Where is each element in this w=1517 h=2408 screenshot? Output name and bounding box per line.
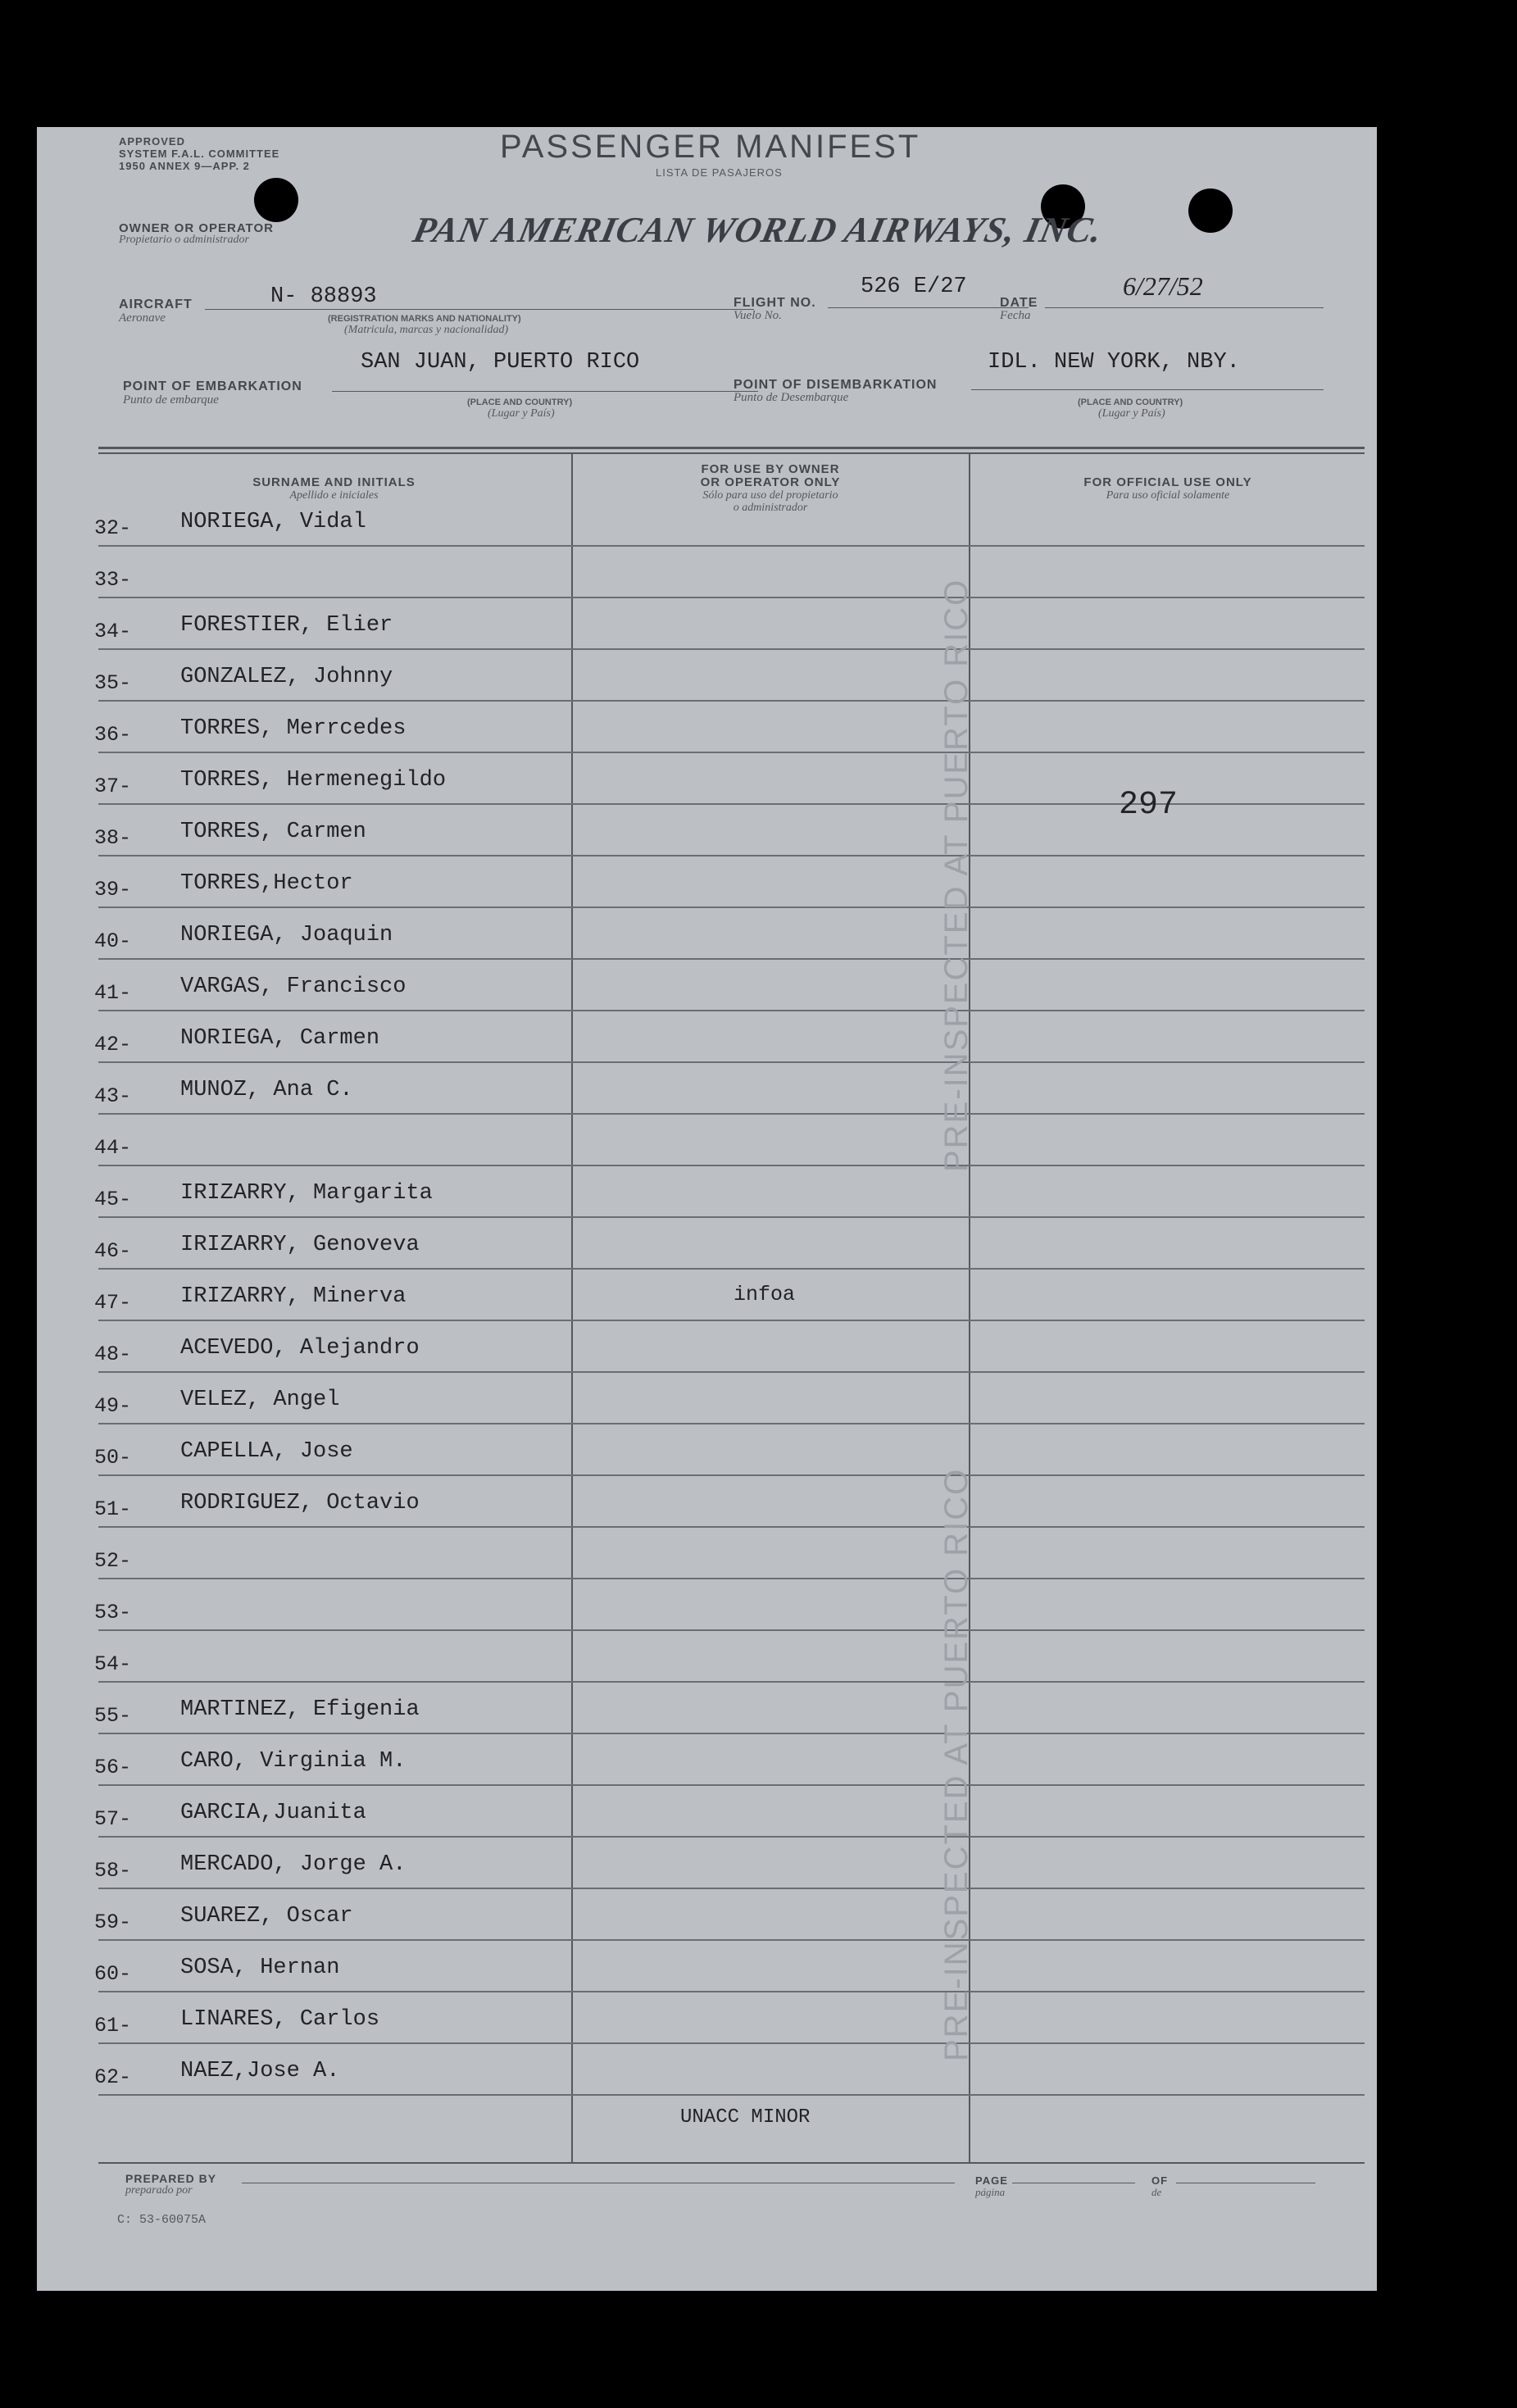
embarkation-value: SAN JUAN, PUERTO RICO [361, 350, 640, 375]
passenger-name: NORIEGA, Carmen [180, 1026, 380, 1051]
flight-value: 526 E/27 [861, 275, 967, 299]
column-header-owner-use [574, 463, 967, 514]
row-separator [98, 1836, 1365, 1838]
row-number: 37- [94, 775, 132, 798]
annex-label: 1950 ANNEX 9—APP. 2 [119, 160, 250, 172]
row-number: 38- [94, 826, 132, 850]
official-number: 297 [1119, 787, 1179, 824]
row-number: 60- [94, 1962, 132, 1986]
column-header-owner-use-text-1: FOR USE BY OWNER [701, 462, 840, 476]
page-label-es: página [975, 2186, 1006, 2198]
row-number: 52- [94, 1549, 132, 1573]
passenger-name: IRIZARRY, Minerva [180, 1284, 407, 1309]
row-separator [98, 597, 1365, 598]
punch-hole [1188, 189, 1233, 233]
row-number: 51- [94, 1497, 132, 1521]
passenger-name: ACEVEDO, Alejandro [180, 1336, 420, 1361]
committee-label: SYSTEM F.A.L. COMMITTEE [119, 148, 280, 160]
disembarkation-label-es: Punto de Desembarque [734, 391, 849, 404]
row-number: 55- [94, 1704, 132, 1728]
row-separator [98, 545, 1365, 547]
row-separator [98, 1939, 1365, 1941]
embarkation-underline [332, 391, 758, 392]
row-number: 35- [94, 671, 132, 695]
row-number: 56- [94, 1756, 132, 1779]
of-label: OF [1151, 2174, 1169, 2187]
row-number: 33- [94, 568, 132, 592]
row-number: 39- [94, 878, 132, 902]
inspection-stamp-1: PRE-INSPECTED AT PUERTO RICO [938, 578, 974, 1172]
row-number: 58- [94, 1859, 132, 1883]
row-separator [98, 1991, 1365, 1992]
flight-label: FLIGHT NO. [734, 296, 816, 310]
row-separator [98, 1165, 1365, 1166]
manifest-title: PASSENGER MANIFEST [500, 129, 921, 165]
of-label-es: de [1151, 2186, 1162, 2198]
row-number: 46- [94, 1239, 132, 1263]
row-number: 49- [94, 1394, 132, 1418]
row-number: 34- [94, 620, 132, 643]
passenger-name: TORRES, Merrcedes [180, 716, 407, 741]
row-separator [98, 2042, 1365, 2044]
page-label: PAGE [975, 2174, 1008, 2187]
passenger-name: MERCADO, Jorge A. [180, 1852, 407, 1877]
row-number: 45- [94, 1188, 132, 1211]
column-header-official-use-es: Para uso oficial solamente [1106, 489, 1230, 502]
row-separator [98, 1526, 1365, 1528]
row-separator [98, 855, 1365, 856]
column-header-owner-use-es-2: o administrador [733, 502, 808, 514]
row-number: 54- [94, 1652, 132, 1676]
disembarkation-label: POINT OF DISEMBARKATION [734, 378, 938, 392]
infoa-note: infoa [734, 1283, 796, 1306]
passenger-name: LINARES, Carlos [180, 2007, 380, 2032]
date-underline [1045, 307, 1324, 308]
embarkation-label: POINT OF EMBARKATION [123, 379, 302, 393]
row-separator [98, 1784, 1365, 1786]
row-separator [98, 1578, 1365, 1579]
row-separator [98, 1010, 1365, 1011]
prepared-by-label: PREPARED BY [125, 2172, 217, 2185]
passenger-name: IRIZARRY, Margarita [180, 1181, 433, 1206]
row-number: 48- [94, 1343, 132, 1366]
column-header-surname-es: Apellido e iniciales [289, 489, 379, 502]
passenger-name: CARO, Virginia M. [180, 1749, 407, 1774]
manifest-subtitle: LISTA DE PASAJEROS [656, 166, 783, 179]
disembarkation-value: IDL. NEW YORK, NBY. [988, 350, 1240, 375]
disembark-place-note: (PLACE AND COUNTRY) [1078, 398, 1183, 407]
inspection-stamp-2: PRE-INSPECTED AT PUERTO RICO [938, 1467, 974, 2061]
airline-name: PAN AMERICAN WORLD AIRWAYS, INC. [409, 210, 1106, 250]
row-number: 59- [94, 1910, 132, 1934]
column-header-owner-use-text-2: OR OPERATOR ONLY [700, 475, 841, 489]
row-separator [98, 1888, 1365, 1889]
row-number: 42- [94, 1033, 132, 1056]
flight-underline [828, 307, 1029, 308]
row-separator [98, 1061, 1365, 1063]
row-number: 53- [94, 1601, 132, 1624]
owner-label: OWNER OR OPERATOR [119, 221, 274, 235]
row-number: 43- [94, 1084, 132, 1108]
embarkation-label-es: Punto de embarque [123, 393, 219, 407]
row-number: 40- [94, 929, 132, 953]
row-separator [98, 1423, 1365, 1424]
row-separator [98, 1320, 1365, 1321]
prepared-by-label-es: preparado por [125, 2184, 193, 2197]
column-header-official-use [971, 475, 1365, 502]
passenger-name: GONZALEZ, Johnny [180, 665, 393, 689]
row-number: 47- [94, 1291, 132, 1315]
row-separator [98, 1113, 1365, 1115]
registration-note: (REGISTRATION MARKS AND NATIONALITY) [328, 314, 521, 324]
row-number: 36- [94, 723, 132, 747]
row-separator [98, 648, 1365, 650]
passenger-name: FORESTIER, Elier [180, 613, 393, 638]
row-number: 32- [94, 516, 132, 540]
row-number: 41- [94, 981, 132, 1005]
row-separator [98, 1474, 1365, 1476]
row-number: 61- [94, 2014, 132, 2038]
column-header-surname [98, 475, 570, 502]
passenger-name: GARCIA,Juanita [180, 1801, 366, 1825]
date-value: 6/27/52 [1123, 271, 1203, 301]
passenger-name: MUNOZ, Ana C. [180, 1078, 353, 1102]
owner-label-es: Propietario o administrador [119, 234, 249, 246]
date-label: DATE [1000, 296, 1038, 310]
form-code: C: 53-60075A [117, 2213, 207, 2227]
disembarkation-underline [971, 389, 1324, 390]
passenger-name: VELEZ, Angel [180, 1388, 340, 1412]
row-separator [98, 752, 1365, 753]
row-separator [98, 906, 1365, 908]
passenger-name: NORIEGA, Vidal [180, 510, 366, 534]
row-number: 44- [94, 1136, 132, 1160]
table-top-border [98, 447, 1365, 449]
row-separator [98, 700, 1365, 702]
row-separator [98, 1216, 1365, 1218]
row-number: 57- [94, 1807, 132, 1831]
aircraft-underline [205, 309, 754, 310]
passenger-name: SOSA, Hernan [180, 1956, 340, 1980]
row-number: 62- [94, 2065, 132, 2089]
column-header-surname-text: SURNAME AND INITIALS [252, 475, 416, 489]
column-divider-1 [571, 453, 573, 2164]
passenger-name: SUAREZ, Oscar [180, 1904, 353, 1929]
passenger-name: TORRES, Carmen [180, 820, 366, 844]
passenger-name: TORRES, Hermenegildo [180, 768, 447, 793]
embark-place-note: (PLACE AND COUNTRY) [467, 398, 573, 407]
flight-label-es: Vuelo No. [734, 309, 782, 322]
aircraft-value: N- 88893 [270, 284, 377, 309]
passenger-name: IRIZARRY, Genoveva [180, 1233, 420, 1257]
column-header-owner-use-es-1: Sólo para uso del propietario [702, 489, 838, 502]
disembark-place-note-es: (Lugar y País) [1098, 407, 1165, 420]
passenger-name: CAPELLA, Jose [180, 1439, 353, 1464]
row-separator [98, 1733, 1365, 1734]
passenger-name: TORRES,Hector [180, 871, 353, 896]
row-separator [98, 958, 1365, 960]
aircraft-label-es: Aeronave [119, 311, 166, 325]
row-number: 50- [94, 1446, 132, 1470]
embark-place-note-es: (Lugar y País) [488, 407, 555, 420]
aircraft-label: AIRCRAFT [119, 298, 193, 311]
unacc-minor-note: UNACC MINOR [680, 2106, 811, 2129]
approved-label: APPROVED [119, 135, 185, 148]
registration-note-es: (Matricula, marcas y nacionalidad) [344, 324, 509, 336]
table-bottom-border [98, 2162, 1365, 2164]
row-separator [98, 1681, 1365, 1683]
passenger-name: RODRIGUEZ, Octavio [180, 1491, 420, 1515]
passenger-name: NAEZ,Jose A. [180, 2059, 340, 2083]
row-separator [98, 1371, 1365, 1373]
passenger-name: MARTINEZ, Efigenia [180, 1697, 420, 1722]
table-top-border-2 [98, 452, 1365, 454]
manifest-page [37, 127, 1377, 2291]
column-header-official-use-text: FOR OFFICIAL USE ONLY [1083, 475, 1252, 489]
date-label-es: Fecha [1000, 309, 1031, 322]
passenger-name: VARGAS, Francisco [180, 975, 407, 999]
row-separator [98, 1268, 1365, 1270]
row-separator [98, 2094, 1365, 2096]
row-separator [98, 1629, 1365, 1631]
passenger-name: NORIEGA, Joaquin [180, 923, 393, 947]
punch-hole [254, 178, 298, 222]
